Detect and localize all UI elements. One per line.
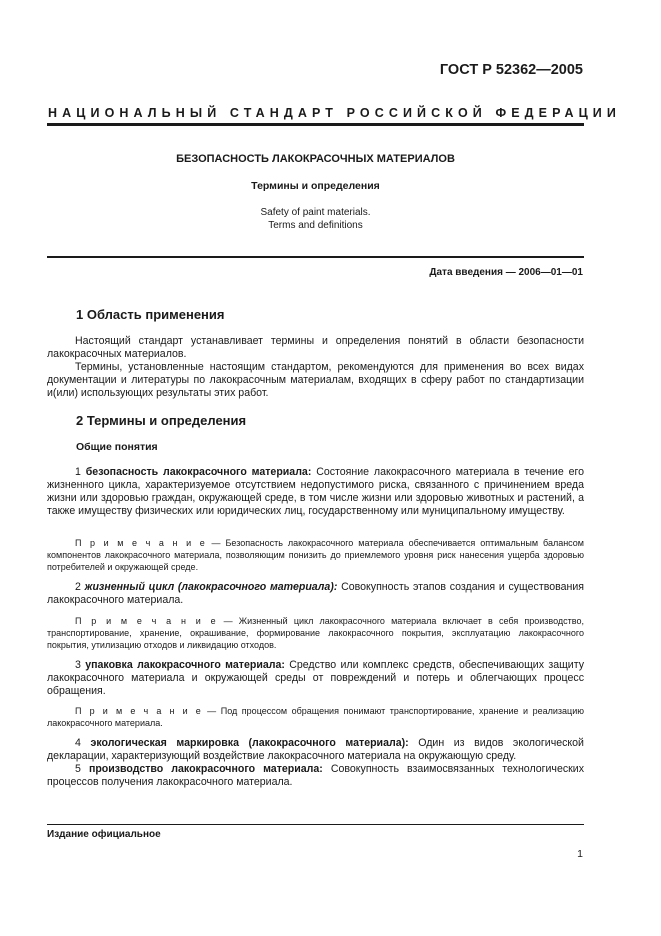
document-subtitle: Термины и определения — [251, 180, 380, 192]
section-2-heading: 2 Термины и определения — [76, 413, 247, 428]
section-1-body: Настоящий стандарт устанавливает термины и определения понятий в области безопасности лакокрасочных материалов. Термины, установленные настоящим стандартом, рекомендуются для применения во всех видах документации и литературы по лакокрасочным материалам, входящих в сферу работ по стандартизации и(или) использующих результаты этих работ. — [47, 335, 584, 399]
term-3: 3 упаковка лакокрасочного материала: Средство или комплекс средств, обеспечивающих защиту лакокрасочного материала и окружающей среды от повреждений и потерь и облегчающих процесс обращения. — [47, 659, 584, 697]
english-title: Safety of paint materials. Terms and definitions — [260, 207, 371, 231]
title-rule — [47, 256, 584, 258]
national-standard-banner: НАЦИОНАЛЬНЫЙ СТАНДАРТ РОССИЙСКОЙ ФЕДЕРАЦИИ — [48, 106, 621, 120]
introduction-date: Дата введения — 2006—01—01 — [429, 267, 583, 278]
term-1: 1 безопасность лакокрасочного материала: Состояние лакокрасочного материала в течение его жизненного цикла, характеризуемое отсутствием недопустимого риска, связанного с причинением вреда жизни или здоровью граждан, окружающей среде, в том числе жизни или здоровью животных и растений, а также имуществу физических или юридических лиц, государственному или муниципальному имуществу. — [47, 466, 584, 517]
term-4-5: 4 экологическая маркировка (лакокрасочного материала): Один из видов экологической декларации, характеризующий воздействие лакокрасочного материала на окружающую среду. 5 производство лакокрасочного материала: Совокупность взаимосвязанных технологических процессов получения лакокрасочного материала. — [47, 737, 584, 788]
edition-label: Издание официальное — [47, 829, 161, 840]
term-3-note: П р и м е ч а н и е — Под процессом обращения понимают транспортирование, хранение и реализацию лакокрасочного материала. — [47, 706, 584, 728]
footer-rule — [47, 824, 584, 825]
gost-number: ГОСТ Р 52362—2005 — [439, 62, 583, 78]
term-1-note: П р и м е ч а н и е — Безопасность лакокрасочного материала обеспечивается оптимальным балансом компонентов лакокрасочного материала, позволяющим понизить до приемлемого уровня риск нанесения ущерба здоровью потребителей и окружающей среде. — [47, 538, 584, 572]
subsection-heading: Общие понятия — [76, 441, 158, 453]
document-title: БЕЗОПАСНОСТЬ ЛАКОКРАСОЧНЫХ МАТЕРИАЛОВ — [176, 153, 455, 165]
page-number: 1 — [577, 848, 583, 860]
term-2: 2 жизненный цикл (лакокрасочного материала): Совокупность этапов создания и существования лакокрасочного материала. — [47, 581, 584, 606]
header-rule — [47, 123, 584, 126]
section-1-heading: 1 Область применения — [76, 307, 225, 322]
term-2-note: П р и м е ч а н и е — Жизненный цикл лакокрасочного материала включает в себя производство, транспортирование, хранение, окрашивание, формирование лакокрасочного покрытия, эксплуатацию лакокрасочного покрытия, утилизацию отходов и ликвидацию отходов. — [47, 616, 584, 650]
